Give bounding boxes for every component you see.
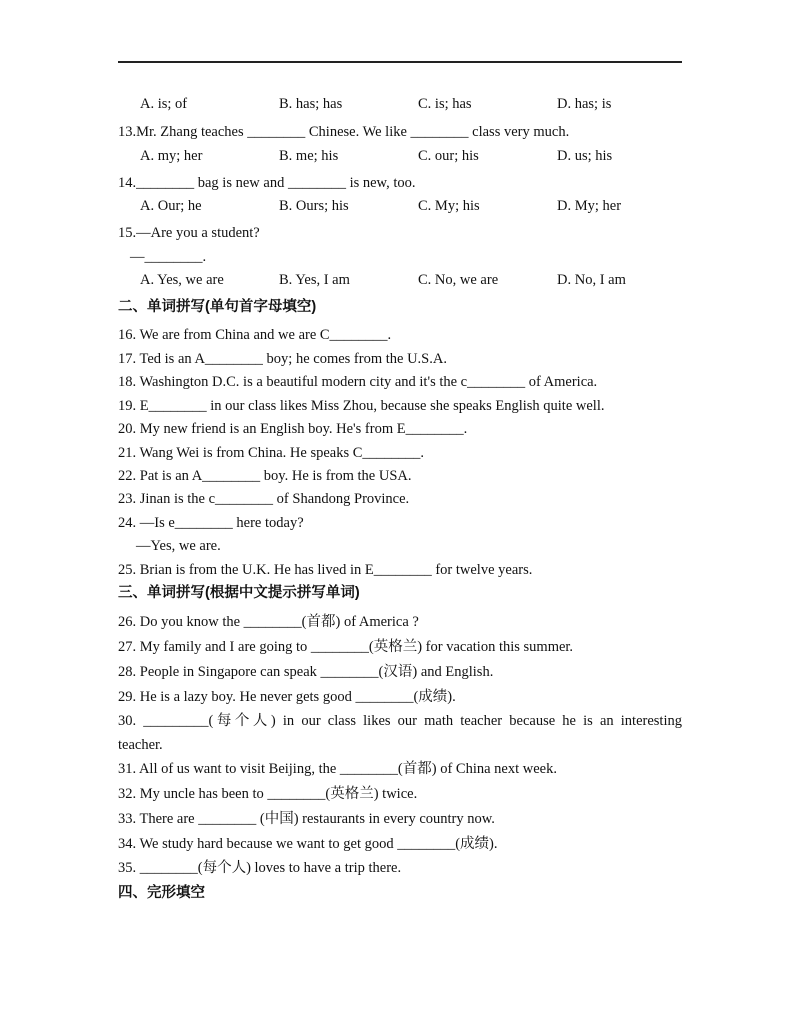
question-33: 33. There are ________ (中国) restaurants in every country now. (118, 811, 495, 827)
question-30-continued: teacher. (118, 737, 163, 753)
q15-stem: 15.—Are you a student? (118, 225, 260, 241)
question-19: 19. E________ in our class likes Miss Zhou, because she speaks English quite well. (118, 398, 605, 414)
question-32: 32. My uncle has been to ________(英格兰) twice. (118, 786, 418, 802)
q13-option-d: D. us; his (557, 148, 613, 164)
question-35: 35. ________(每个人) loves to have a trip there. (118, 860, 402, 876)
question-18: 18. Washington D.C. is a beautiful modern city and it's the c________ of America. (118, 374, 598, 390)
q14-option-b: B. Ours; his (279, 198, 349, 214)
q13-option-b: B. me; his (279, 148, 339, 164)
section2-heading: 二、单词拼写(单句首字母填空) (118, 299, 317, 315)
question-34: 34. We study hard because we want to get good ________(成绩). (118, 836, 498, 852)
header-rule (118, 61, 682, 63)
question-17: 17. Ted is an A________ boy; he comes from the U.S.A. (118, 351, 447, 367)
q12-option-c: C. is; has (418, 96, 472, 112)
q13-option-c: C. our; his (418, 148, 479, 164)
question-29: 29. He is a lazy boy. He never gets good ________(成绩). (118, 689, 456, 705)
question-21: 21. Wang Wei is from China. He speaks C________. (118, 445, 425, 461)
q15-answer-line: —________. (130, 249, 207, 265)
q15-option-d: D. No, I am (557, 272, 626, 288)
question-26: 26. Do you know the ________(首都) of America ? (118, 614, 419, 630)
question-31: 31. All of us want to visit Beijing, the ________(首都) of China next week. (118, 761, 557, 777)
question-22: 22. Pat is an A________ boy. He is from the USA. (118, 468, 412, 484)
q12-option-a: A. is; of (140, 96, 188, 112)
section4-heading: 四、完形填空 (118, 885, 205, 901)
q14-option-d: D. My; her (557, 198, 622, 214)
section3-heading: 三、单词拼写(根据中文提示拼写单词) (118, 585, 360, 601)
q15-option-a: A. Yes, we are (140, 272, 224, 288)
question-20: 20. My new friend is an English boy. He's from E________. (118, 421, 468, 437)
question-24: 24. —Is e________ here today? (118, 515, 304, 531)
q14-option-c: C. My; his (418, 198, 480, 214)
question-30: 30. _________(每个人) in our class likes our math teacher because he is an interesting (118, 713, 682, 729)
question-24-reply: —Yes, we are. (136, 538, 221, 554)
q14-stem: 14.________ bag is new and ________ is new, too. (118, 175, 416, 191)
q12-option-d: D. has; is (557, 96, 612, 112)
q15-option-c: C. No, we are (418, 272, 499, 288)
question-27: 27. My family and I are going to ________(英格兰) for vacation this summer. (118, 639, 574, 655)
question-23: 23. Jinan is the c________ of Shandong Province. (118, 491, 410, 507)
question-28: 28. People in Singapore can speak ________(汉语) and English. (118, 664, 494, 680)
q14-option-a: A. Our; he (140, 198, 202, 214)
question-16: 16. We are from China and we are C________. (118, 327, 392, 343)
q13-stem: 13.Mr. Zhang teaches ________ Chinese. We like ________ class very much. (118, 124, 570, 140)
q15-option-b: B. Yes, I am (279, 272, 350, 288)
question-25: 25. Brian is from the U.K. He has lived in E________ for twelve years. (118, 562, 533, 578)
q13-option-a: A. my; her (140, 148, 203, 164)
q12-option-b: B. has; has (279, 96, 343, 112)
